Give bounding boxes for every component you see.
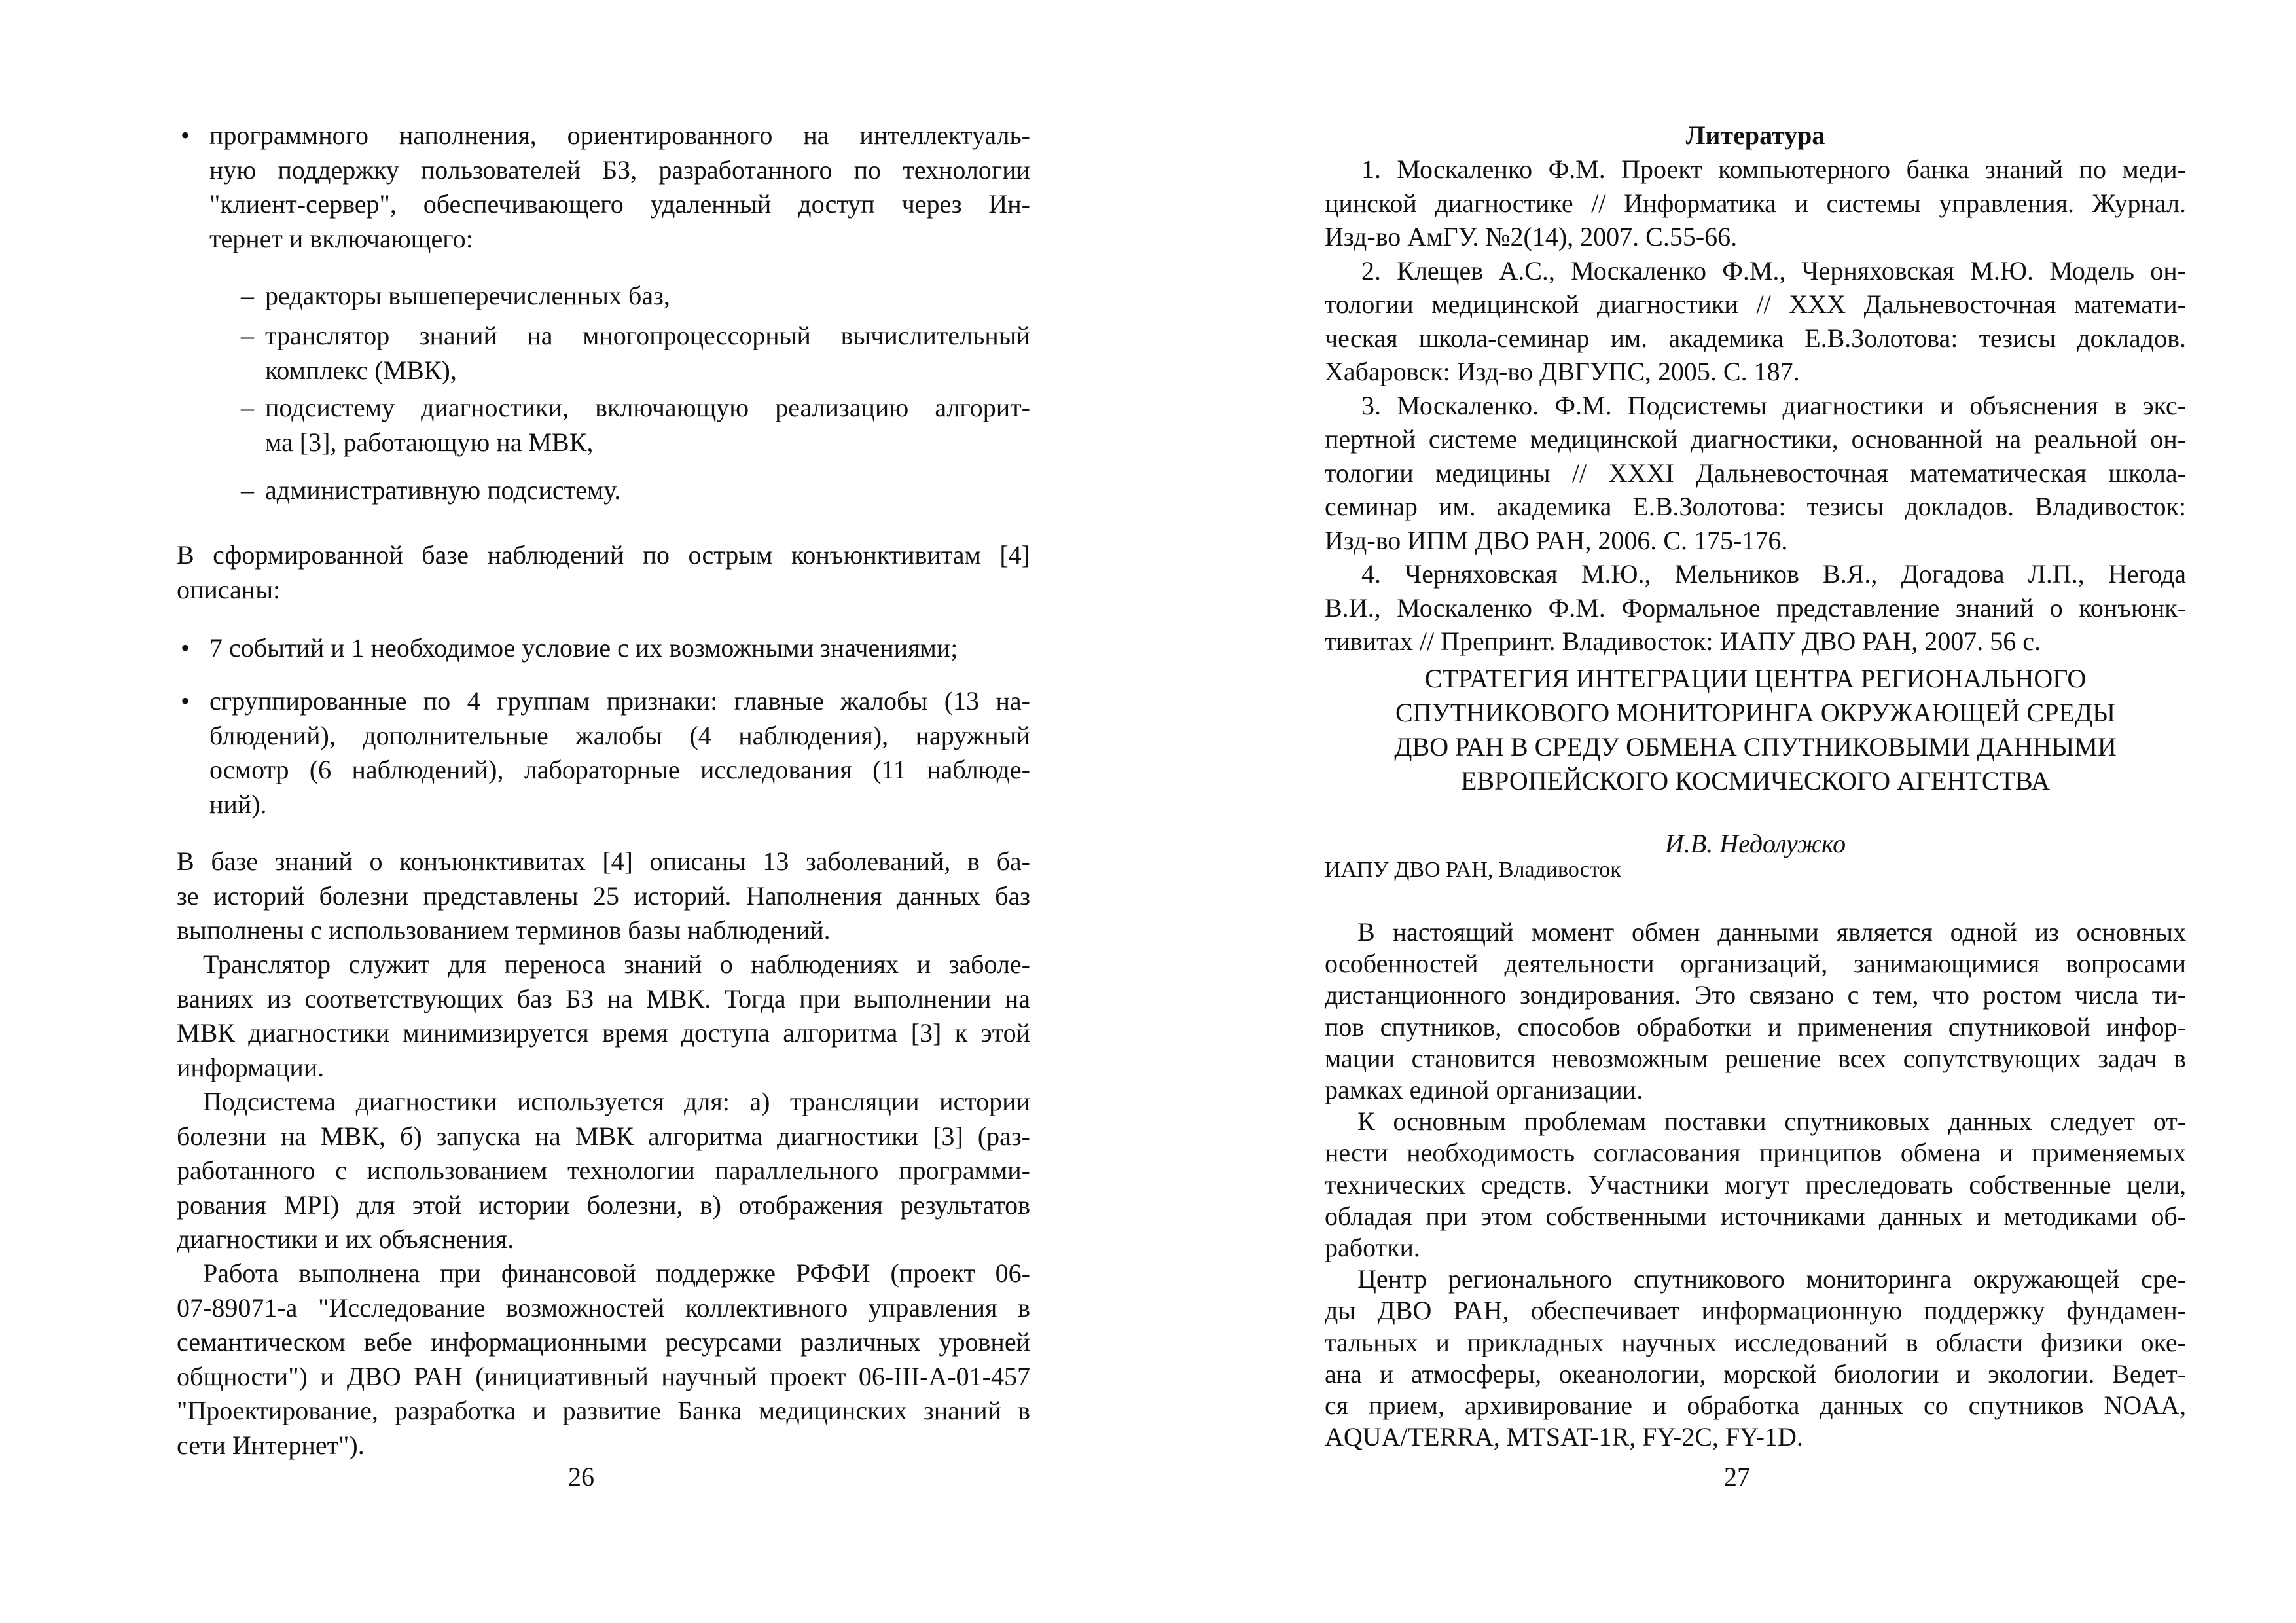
reference-line: тологии медицинской диагностики // XXX Дальневосточная математи- <box>1325 289 2186 319</box>
paragraph-line: информации. <box>177 1052 325 1082</box>
paragraph-line: В настоящий момент обмен данными является одной из основных <box>1357 917 2186 947</box>
paragraph-line: выполнены с использованием терминов базы наблюдений. <box>177 915 831 945</box>
bullet-item-line: тернет и включающего: <box>209 223 473 253</box>
bullet-item-line: ний). <box>209 789 267 819</box>
sub-item-line: комплекс (МВК), <box>265 355 457 385</box>
article-title-line: СПУТНИКОВОГО МОНИТОРИНГА ОКРУЖАЮЩЕЙ СРЕДЫ <box>1395 698 2116 727</box>
author-name: И.В. Недолужко <box>1664 829 1846 858</box>
paragraph-line: ды ДВО РАН, обеспечивает информационную поддержку фундамен- <box>1325 1296 2186 1326</box>
paragraph-line: зе историй болезни представлены 25 историй. Наполнения данных баз <box>177 881 1030 911</box>
paragraph-line: рования MPI) для этой истории болезни, в) отображения результатов <box>177 1190 1030 1220</box>
sub-item-line: транслятор знаний на многопроцессорный вычислительный <box>265 321 1030 350</box>
paragraph-line: ся прием, архивирование и обработка данных со спутников NOAA, <box>1325 1391 2186 1420</box>
paragraph-line: описаны: <box>177 574 281 604</box>
bullet-item-line: ную поддержку пользователей БЗ, разработанного по технологии <box>209 155 1030 185</box>
paragraph-line: общности") и ДВО РАН (инициативный научный проект 06-III-A-01-457 <box>177 1361 1030 1391</box>
dash-icon: – <box>241 475 254 505</box>
paragraph-line: МВК диагностики минимизируется время доступа алгоритма [3] к этой <box>177 1018 1030 1048</box>
reference-line: В.И., Москаленко Ф.М. Формальное представление знаний о конъюнк- <box>1325 593 2186 623</box>
reference-line: Изд-во АмГУ. №2(14), 2007. С.55-66. <box>1325 222 1738 251</box>
bullet-icon: • <box>181 120 190 150</box>
paragraph-line: 07-89071-а "Исследование возможностей коллективного управления в <box>177 1292 1030 1322</box>
dash-icon: – <box>241 393 254 422</box>
paragraph-line: сети Интернет"). <box>177 1430 365 1460</box>
reference-line: 1. Москаленко Ф.М. Проект компьютерного банка знаний по меди- <box>1361 155 2186 184</box>
paragraph-line: нести необходимость согласования принципов обмена и применяемых <box>1325 1138 2186 1168</box>
paragraph-line: работки. <box>1325 1233 1420 1262</box>
reference-line: Изд-во ИПМ ДВО РАН, 2006. С. 175-176. <box>1325 525 1788 555</box>
author-affiliation: ИАПУ ДВО РАН, Владивосток <box>1325 858 1621 882</box>
paragraph-line: обладая при этом собственными источниками данных и методиками об- <box>1325 1201 2186 1231</box>
paragraph-line: технических средств. Участники могут преследовать собственные цели, <box>1325 1169 2186 1199</box>
reference-line: 3. Москаленко. Ф.М. Подсистемы диагностики и объяснения в экс- <box>1361 390 2186 420</box>
paragraph-line: К основным проблемам поставки спутниковых данных следует от- <box>1357 1106 2186 1137</box>
paragraph-line: дистанционного зондирования. Это связано с тем, что ростом числа ти- <box>1325 980 2186 1010</box>
paragraph-line: Центр регионального спутникового мониторинга окружающей сре- <box>1357 1264 2186 1294</box>
paragraph-line: Работа выполнена при финансовой поддержке РФФИ (проект 06- <box>203 1258 1030 1288</box>
paragraph-line: Подсистема диагностики используется для: а) трансляции истории <box>203 1087 1030 1116</box>
paragraph-line: семантическом вебе информационными ресурсами различных уровней <box>177 1327 1030 1357</box>
reference-line: ческая школа-семинар им. академика Е.В.Золотова: тезисы докладов. <box>1325 323 2186 353</box>
paragraph-line: тальных и прикладных научных исследований в области физики оке- <box>1325 1327 2186 1357</box>
reference-line: 4. Черняховская М.Ю., Мельников В.Я., Догадова Л.П., Негода <box>1361 559 2186 589</box>
bullet-item-line: "клиент-сервер", обеспечивающего удаленный доступ через Ин- <box>209 189 1030 219</box>
dash-icon: – <box>241 281 254 310</box>
sub-item-line: редакторы вышеперечисленных баз, <box>265 281 670 310</box>
sub-item-line: подсистему диагностики, включающую реализацию алгорит- <box>265 393 1030 422</box>
reference-line: 2. Клещев А.С., Москаленко Ф.М., Черняховская М.Ю. Модель он- <box>1361 255 2186 285</box>
article-title-line: ЕВРОПЕЙСКОГО КОСМИЧЕСКОГО АГЕНТСТВА <box>1460 766 2051 795</box>
paragraph-line: работанного с использованием технологии параллельного программи- <box>177 1156 1030 1185</box>
page-number: 26 <box>568 1462 594 1491</box>
reference-line: пертной системе медицинской диагностики, основанной на реальной он- <box>1325 424 2186 454</box>
paragraph-line: рамках единой организации. <box>1325 1075 1643 1104</box>
bullet-icon: • <box>181 686 190 716</box>
reference-line: тивитах // Препринт. Владивосток: ИАПУ ДВО РАН, 2007. 56 с. <box>1325 627 2041 656</box>
paragraph-line: В базе знаний о конъюнктивитах [4] описаны 13 заболеваний, в ба- <box>177 847 1030 876</box>
bullet-item-line: программного наполнения, ориентированного на интеллектуаль- <box>209 120 1030 150</box>
paragraph-line: В сформированной базе наблюдений по острым конъюнктивитам [4] <box>177 540 1030 570</box>
bullet-item-line: осмотр (6 наблюдений), лабораторные исследования (11 наблюде- <box>209 755 1030 784</box>
paragraph-line: диагностики и их объяснения. <box>177 1224 514 1254</box>
bullet-icon: • <box>181 633 190 663</box>
reference-line: тологии медицины // XXXI Дальневосточная математическая школа- <box>1325 458 2186 488</box>
sub-item-line: ма [3], работающую на МВК, <box>265 427 594 457</box>
paragraph-line: "Проектирование, разработка и развитие Банка медицинских знаний в <box>177 1396 1030 1425</box>
paragraph-line: болезни на МВК, б) запуска на МВК алгоритма диагностики [3] (раз- <box>177 1121 1030 1151</box>
article-title-line: ДВО РАН В СРЕДУ ОБМЕНА СПУТНИКОВЫМИ ДАННЫМИ <box>1394 732 2117 761</box>
bullet-item-line: 7 событий и 1 необходимое условие с их возможными значениями; <box>209 633 958 663</box>
bullet-item-line: блюдений), дополнительные жалобы (4 наблюдения), наружный <box>209 720 1030 750</box>
paragraph-line: ваниях из соответствующих баз БЗ на МВК. Тогда при выполнении на <box>177 983 1030 1013</box>
sub-item-line: административную подсистему. <box>265 475 621 505</box>
paragraph-line: AQUA/TERRA, MTSAT-1R, FY-2C, FY-1D. <box>1325 1422 1803 1452</box>
paragraph-line: особенностей деятельности организаций, занимающимися вопросами <box>1325 949 2186 979</box>
paragraph-line: Транслятор служит для переноса знаний о наблюдениях и заболе- <box>203 949 1030 979</box>
dash-icon: – <box>241 321 254 350</box>
reference-line: семинар им. академика Е.В.Золотова: тезисы докладов. Владивосток: <box>1325 492 2186 521</box>
bullet-item-line: сгруппированные по 4 группам признаки: главные жалобы (13 на- <box>209 686 1030 716</box>
reference-line: цинской диагностике // Информатика и системы управления. Журнал. <box>1325 188 2186 218</box>
paragraph-line: пов спутников, способов обработки и применения спутниковой инфор- <box>1325 1012 2186 1042</box>
references-heading: Литература <box>1685 120 1825 150</box>
article-title-line: СТРАТЕГИЯ ИНТЕГРАЦИИ ЦЕНТРА РЕГИОНАЛЬНОГО <box>1424 664 2087 693</box>
paragraph-line: ана и атмосферы, океанологии, морской биологии и экологии. Ведет- <box>1325 1359 2186 1389</box>
page-number: 27 <box>1724 1462 1750 1491</box>
paragraph-line: мации становится невозможным решение всех сопутствующих задач в <box>1325 1043 2186 1073</box>
reference-line: Хабаровск: Изд-во ДВГУПС, 2005. С. 187. <box>1325 357 1800 386</box>
